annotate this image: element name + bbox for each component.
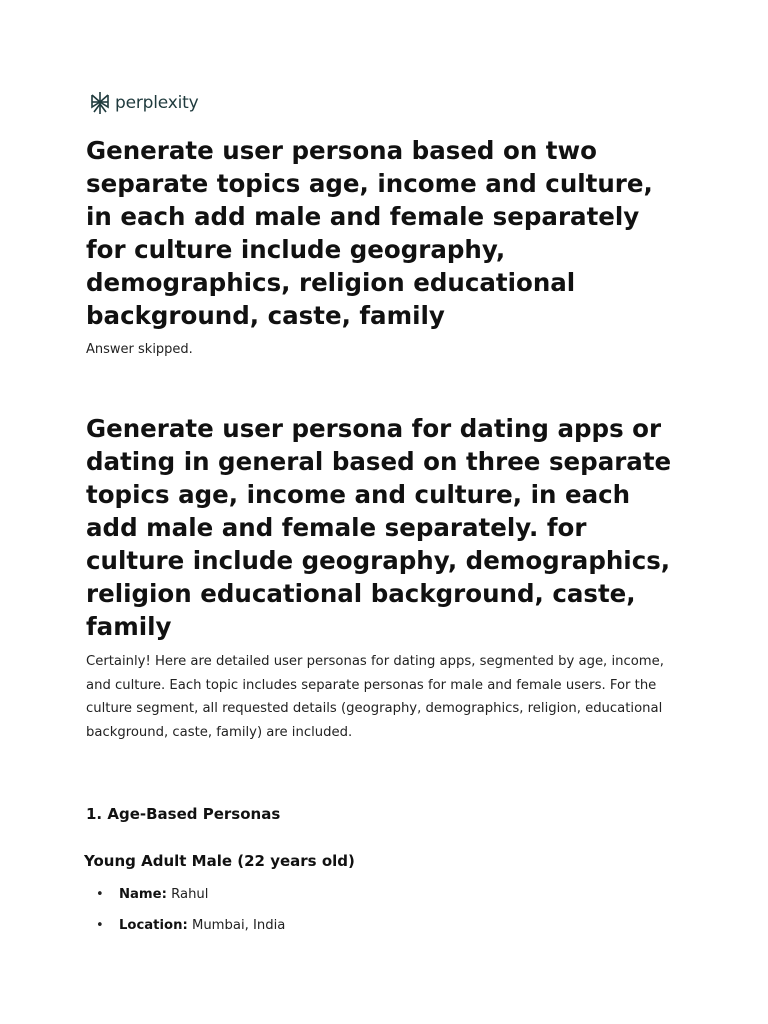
list-item xyxy=(86,915,285,946)
perplexity-logo-icon xyxy=(90,91,110,115)
brand-logo xyxy=(90,91,198,115)
detail-value: Mumbai, India xyxy=(191,918,286,933)
bullet-icon: • xyxy=(96,887,104,902)
section-heading: 1. Age-Based Personas xyxy=(86,805,281,823)
bullet-icon: • xyxy=(96,918,104,933)
detail-label: Location: xyxy=(119,918,188,933)
detail-label: Name: xyxy=(119,887,167,902)
persona-details-list xyxy=(86,884,285,946)
answer-intro-text: Certainly! Here are detailed user personas for dating apps, segmented by age, income, and culture. Each topic includes separate personas for male and female users. For the culture segment, all requested details (geography, demographics, religion, educational background, caste, family) are included. xyxy=(86,654,664,740)
answer-skipped-text: Answer skipped. xyxy=(86,342,193,357)
question-2-heading: Generate user persona for dating apps or dating in general based on three separate topics age, income and culture, in each add male and female separately. for culture include geography, demographics, religion educational background, caste, family xyxy=(86,414,672,641)
brand-name: perplexity xyxy=(115,93,199,113)
detail-value: Rahul xyxy=(171,887,209,902)
question-1-heading: Generate user persona based on two separate topics age, income and culture, in each add male and female separately for culture include geography, demographics, religion educational background, caste, family xyxy=(86,136,653,330)
subsection-heading: Young Adult Male (22 years old) xyxy=(84,852,355,870)
list-item xyxy=(86,884,285,915)
